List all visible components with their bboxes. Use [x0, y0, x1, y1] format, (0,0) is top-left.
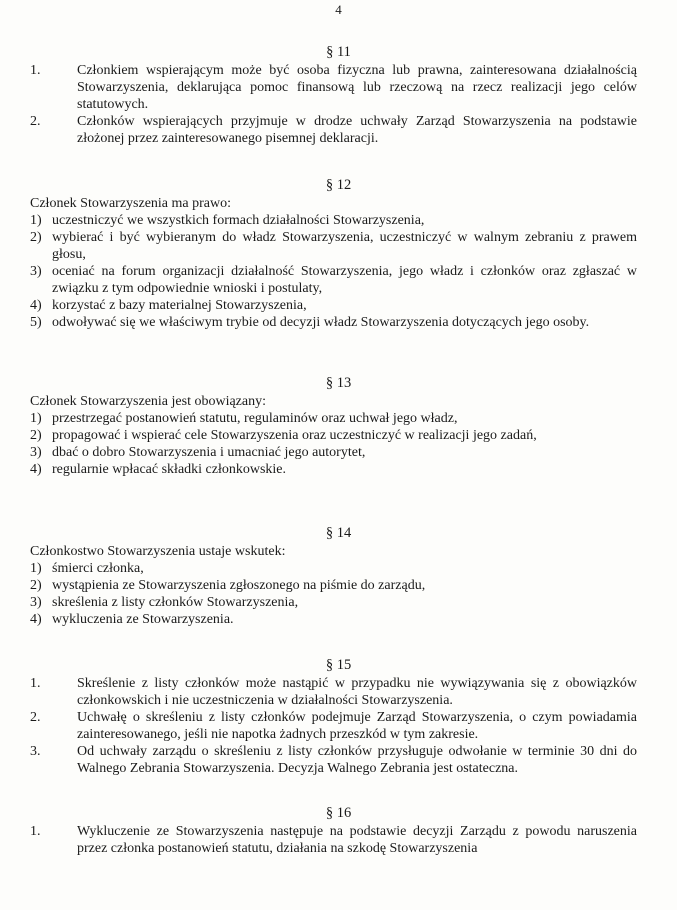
list-item	[0, 314, 677, 331]
item-marker: 4)	[30, 462, 42, 477]
item-text: dbać o dobro Stowarzyszenia i umacniać jego autorytet,	[52, 445, 366, 460]
list-item	[0, 212, 677, 229]
list-item	[0, 743, 677, 777]
item-text: odwoływać się we właściwym trybie od decyzji władz Stowarzyszenia dotyczących jego osoby.	[52, 315, 590, 330]
item-text: Wykluczenie ze Stowarzyszenia następuje na podstawie decyzji Zarządu z powodu naruszenia przez członka postanowień statutu, działania na szkodę Stowarzyszenia	[77, 824, 637, 856]
section-list	[0, 560, 677, 628]
item-text: Skreślenie z listy członków może nastąpić w przypadku nie wywiązywania się z obowiązków członkowskich i nie uczestniczenia w działalności Stowarzyszenia.	[77, 676, 637, 708]
section-15	[0, 657, 677, 777]
item-text: oceniać na forum organizacji działalność Stowarzyszenia, jego władz i członków oraz zgłaszać w związku z tym odpowiednie wnioski i postulaty,	[52, 264, 637, 296]
section-12	[0, 177, 677, 331]
item-marker: 1)	[30, 411, 42, 426]
item-marker: 4)	[30, 298, 42, 313]
item-text: przestrzegać postanowień statutu, regulaminów oraz uchwał jego władz,	[52, 411, 458, 426]
item-marker: 1.	[30, 63, 41, 78]
list-item	[0, 229, 677, 263]
item-text: wykluczenia ze Stowarzyszenia.	[52, 612, 234, 627]
section-14	[0, 525, 677, 628]
list-item	[0, 560, 677, 577]
list-item	[0, 461, 677, 478]
list-item	[0, 577, 677, 594]
section-heading: § 15	[325, 657, 352, 673]
item-text: regularnie wpłacać składki członkowskie.	[52, 462, 287, 477]
item-text: śmierci członka,	[52, 561, 144, 576]
section-heading: § 14	[325, 525, 352, 541]
section-heading: § 13	[325, 375, 352, 391]
section-list	[0, 212, 677, 331]
item-marker: 2)	[30, 428, 42, 443]
item-text: wystąpienia ze Stowarzyszenia zgłoszonego na piśmie do zarządu,	[52, 578, 426, 593]
section-heading: § 16	[325, 805, 352, 821]
list-item	[0, 444, 677, 461]
item-marker: 4)	[30, 612, 42, 627]
item-marker: 2)	[30, 230, 42, 245]
list-item	[0, 427, 677, 444]
item-marker: 5)	[30, 315, 42, 330]
item-marker: 1)	[30, 561, 42, 576]
section-list	[0, 410, 677, 478]
section-13	[0, 375, 677, 478]
item-marker: 1.	[30, 676, 41, 691]
section-list	[0, 823, 677, 857]
list-item	[0, 62, 677, 113]
list-item	[0, 263, 677, 297]
item-marker: 1.	[30, 824, 41, 839]
item-text: Uchwałę o skreśleniu z listy członków podejmuje Zarząd Stowarzyszenia, o czym powiadamia zainteresowanego, jeśli nie napotka żadnych przeszkód w tym zakresie.	[77, 710, 637, 742]
list-item	[0, 594, 677, 611]
section-intro: Członek Stowarzyszenia jest obowiązany:	[30, 394, 266, 409]
item-marker: 1)	[30, 213, 42, 228]
section-list	[0, 62, 677, 147]
item-marker: 2.	[30, 710, 41, 725]
item-text: Od uchwały zarządu o skreśleniu z listy członków przysługuje odwołanie w terminie 30 dni do Walnego Zebrania Stowarzyszenia. Decyzja Walnego Zebrania jest ostateczna.	[77, 744, 637, 776]
item-text: skreślenia z listy członków Stowarzyszenia,	[52, 595, 299, 610]
section-11	[0, 44, 677, 147]
section-heading: § 11	[326, 44, 351, 60]
section-list	[0, 675, 677, 777]
section-intro: Członkostwo Stowarzyszenia ustaje wskutek:	[30, 544, 286, 559]
item-marker: 3)	[30, 264, 42, 279]
page-number: 4	[335, 2, 342, 17]
item-marker: 3.	[30, 744, 41, 759]
list-item	[0, 611, 677, 628]
item-text: uczestniczyć we wszystkich formach działalności Stowarzyszenia,	[52, 213, 425, 228]
list-item	[0, 675, 677, 709]
item-text: propagować i wspierać cele Stowarzyszenia oraz uczestniczyć w realizacji jego zadań,	[52, 428, 537, 443]
item-text: korzystać z bazy materialnej Stowarzyszenia,	[52, 298, 307, 313]
list-item	[0, 410, 677, 427]
item-text: wybierać i być wybieranym do władz Stowarzyszenia, uczestniczyć w walnym zebraniu z prawem głosu,	[52, 230, 637, 262]
list-item	[0, 113, 677, 147]
section-intro: Członek Stowarzyszenia ma prawo:	[30, 196, 231, 211]
list-item	[0, 709, 677, 743]
section-heading: § 12	[325, 177, 352, 193]
item-text: Członków wspierających przyjmuje w drodze uchwały Zarząd Stowarzyszenia na podstawie złożonej przez zainteresowanego pisemnej deklaracji.	[77, 114, 637, 146]
item-marker: 3)	[30, 445, 42, 460]
list-item	[0, 823, 677, 857]
item-marker: 3)	[30, 595, 42, 610]
item-text: Członkiem wspierającym może być osoba fizyczna lub prawna, zainteresowana działalnością Stowarzyszenia, deklarująca pomoc finansową lub rzeczową na rzecz realizacji jego celów statutowych.	[77, 63, 637, 112]
item-marker: 2.	[30, 114, 41, 129]
item-marker: 2)	[30, 578, 42, 593]
section-16	[0, 805, 677, 857]
list-item	[0, 297, 677, 314]
